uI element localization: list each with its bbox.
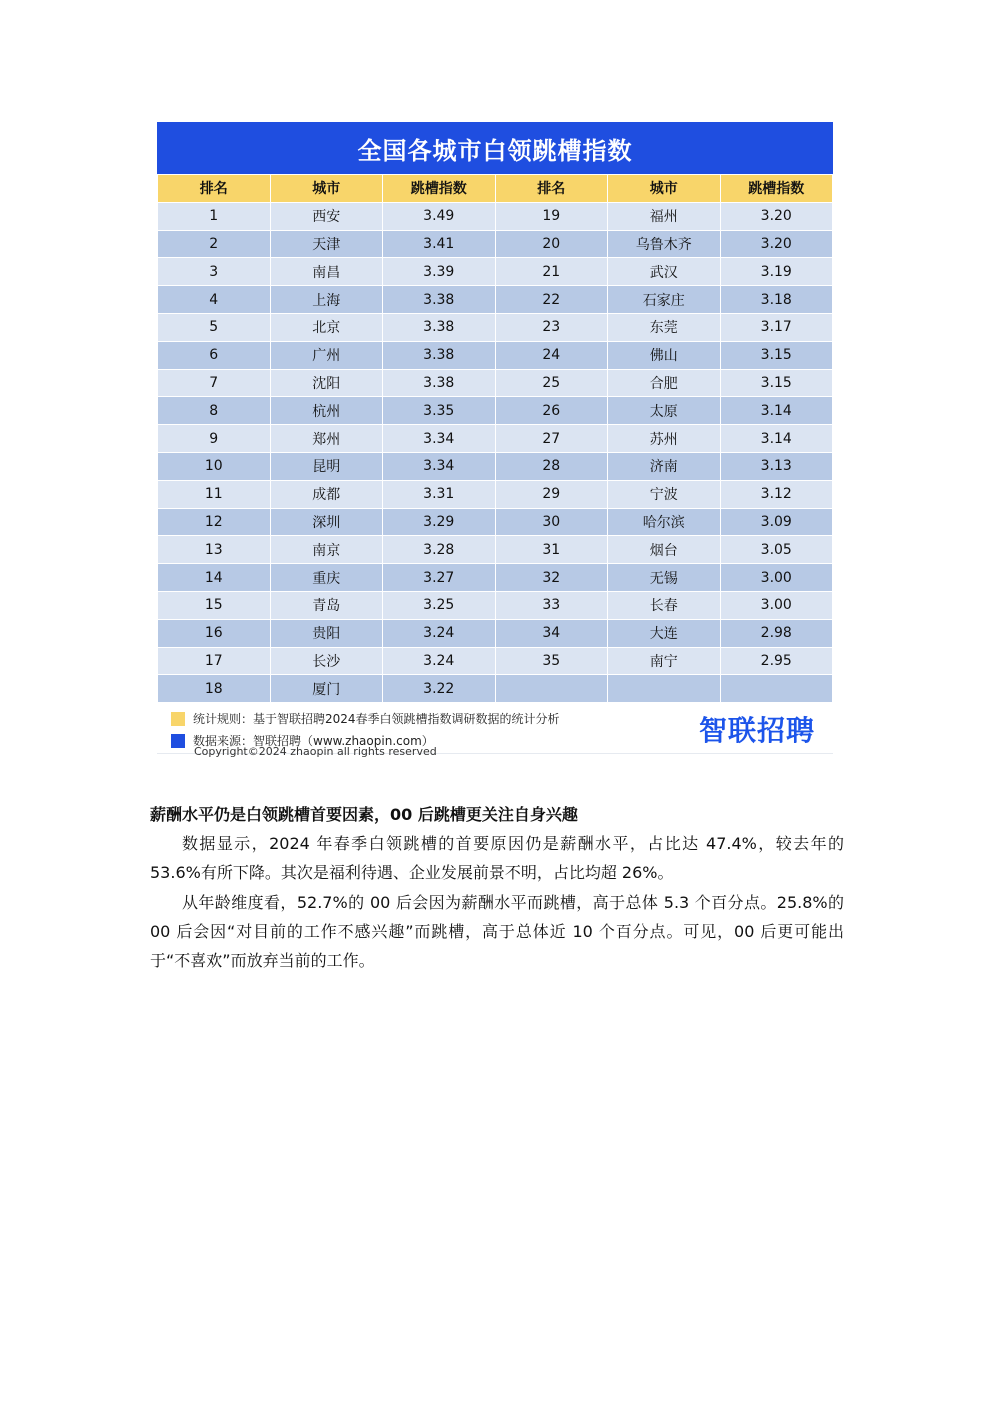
cell-rank-left: 9 (158, 425, 271, 453)
cell-rank-right: 24 (495, 341, 608, 369)
cell-rank-right: 29 (495, 480, 608, 508)
cell-index-right: 3.17 (720, 313, 833, 341)
table-row (158, 619, 833, 647)
table-body (158, 202, 833, 702)
cell-rank-left: 11 (158, 480, 271, 508)
cell-city-left: 南京 (270, 536, 383, 564)
cell-index-right: 3.15 (720, 369, 833, 397)
cell-rank-left: 16 (158, 619, 271, 647)
table-row (158, 536, 833, 564)
cell-index-left: 3.28 (383, 536, 496, 564)
cell-rank-right: 20 (495, 230, 608, 258)
cell-rank-right (495, 675, 608, 703)
cell-index-right: 3.20 (720, 202, 833, 230)
cell-index-left: 3.31 (383, 480, 496, 508)
cell-city-left: 成都 (270, 480, 383, 508)
section-heading: 薪酬水平仍是白领跳槽首要因素，00 后跳槽更关注自身兴趣 (150, 805, 578, 824)
header-index-left: 跳槽指数 (383, 175, 496, 203)
legend-item-rules (171, 710, 560, 727)
cell-index-right: 3.20 (720, 230, 833, 258)
cell-index-left: 3.24 (383, 619, 496, 647)
cell-rank-left: 4 (158, 286, 271, 314)
legend-text-source: 数据来源：智联招聘（www.zhaopin.com） (193, 734, 434, 749)
cell-rank-left: 7 (158, 369, 271, 397)
legend-text-rules: 统计规则：基于智联招聘2024春季白领跳槽指数调研数据的统计分析 (193, 712, 560, 727)
cell-rank-left: 10 (158, 452, 271, 480)
cell-rank-left: 15 (158, 591, 271, 619)
cell-city-right: 宁波 (608, 480, 721, 508)
cell-rank-right: 22 (495, 286, 608, 314)
cell-rank-right: 33 (495, 591, 608, 619)
header-city-right: 城市 (608, 175, 721, 203)
cell-index-right: 3.00 (720, 564, 833, 592)
cell-city-left: 长沙 (270, 647, 383, 675)
cell-rank-left: 3 (158, 258, 271, 286)
cell-city-right: 长春 (608, 591, 721, 619)
cell-index-left: 3.38 (383, 286, 496, 314)
cell-city-right (608, 675, 721, 703)
cell-rank-left: 18 (158, 675, 271, 703)
cell-city-left: 西安 (270, 202, 383, 230)
cell-rank-right: 32 (495, 564, 608, 592)
cell-rank-right: 27 (495, 425, 608, 453)
cell-index-left: 3.38 (383, 369, 496, 397)
legend-swatch-yellow (171, 712, 185, 726)
cell-city-right: 无锡 (608, 564, 721, 592)
header-rank-left: 排名 (158, 175, 271, 203)
cell-city-left: 沈阳 (270, 369, 383, 397)
cell-city-right: 济南 (608, 452, 721, 480)
cell-city-left: 广州 (270, 341, 383, 369)
legend-swatch-blue (171, 734, 185, 748)
cell-city-right: 石家庄 (608, 286, 721, 314)
cell-index-left: 3.35 (383, 397, 496, 425)
cell-rank-right: 31 (495, 536, 608, 564)
cell-city-right: 烟台 (608, 536, 721, 564)
table-row (158, 452, 833, 480)
cell-index-right: 3.09 (720, 508, 833, 536)
cell-city-right: 乌鲁木齐 (608, 230, 721, 258)
cell-city-right: 苏州 (608, 425, 721, 453)
ranking-table (157, 174, 833, 703)
cell-city-left: 深圳 (270, 508, 383, 536)
cell-index-right: 3.12 (720, 480, 833, 508)
cell-index-right: 3.05 (720, 536, 833, 564)
table-row (158, 313, 833, 341)
header-rank-right: 排名 (495, 175, 608, 203)
header-index-right: 跳槽指数 (720, 175, 833, 203)
cell-rank-right: 25 (495, 369, 608, 397)
cell-city-right: 福州 (608, 202, 721, 230)
cell-index-left: 3.24 (383, 647, 496, 675)
paragraph-1: 数据显示，2024 年春季白领跳槽的首要原因仍是薪酬水平，占比达 47.4%，较去年的 53.6%有所下降。其次是福利待遇、企业发展前景不明，占比均超 26%。 (150, 834, 844, 882)
cell-rank-left: 8 (158, 397, 271, 425)
cell-index-right: 3.13 (720, 452, 833, 480)
cell-rank-left: 6 (158, 341, 271, 369)
cell-index-left: 3.29 (383, 508, 496, 536)
cell-city-right: 武汉 (608, 258, 721, 286)
table-header-row (158, 175, 833, 203)
copyright-note: Copyright©2024 zhaopin all rights reserved (194, 745, 437, 758)
table-row (158, 202, 833, 230)
cell-rank-right: 30 (495, 508, 608, 536)
cell-rank-right: 28 (495, 452, 608, 480)
cell-rank-left: 17 (158, 647, 271, 675)
cell-city-left: 重庆 (270, 564, 383, 592)
cell-index-left: 3.34 (383, 452, 496, 480)
cell-index-left: 3.27 (383, 564, 496, 592)
zhaopin-logo: 智联招聘 (698, 714, 815, 748)
cell-rank-left: 2 (158, 230, 271, 258)
table-row (158, 425, 833, 453)
table-row (158, 397, 833, 425)
cell-index-left: 3.38 (383, 313, 496, 341)
table-row (158, 341, 833, 369)
table-row (158, 508, 833, 536)
table-row (158, 230, 833, 258)
cell-index-right: 2.98 (720, 619, 833, 647)
cell-rank-right: 34 (495, 619, 608, 647)
cell-index-right: 3.19 (720, 258, 833, 286)
cell-rank-left: 12 (158, 508, 271, 536)
cell-index-right (720, 675, 833, 703)
cell-rank-right: 21 (495, 258, 608, 286)
cell-rank-left: 5 (158, 313, 271, 341)
cell-city-left: 厦门 (270, 675, 383, 703)
cell-city-right: 南宁 (608, 647, 721, 675)
cell-city-right: 大连 (608, 619, 721, 647)
table-row (158, 675, 833, 703)
cell-index-left: 3.25 (383, 591, 496, 619)
cell-rank-left: 14 (158, 564, 271, 592)
table-row (158, 480, 833, 508)
cell-city-left: 南昌 (270, 258, 383, 286)
cell-city-right: 合肥 (608, 369, 721, 397)
cell-city-left: 贵阳 (270, 619, 383, 647)
cell-index-right: 3.18 (720, 286, 833, 314)
cell-rank-left: 13 (158, 536, 271, 564)
cell-city-right: 太原 (608, 397, 721, 425)
cell-index-right: 3.15 (720, 341, 833, 369)
table-row (158, 647, 833, 675)
cell-index-left: 3.39 (383, 258, 496, 286)
cell-rank-right: 23 (495, 313, 608, 341)
cell-city-left: 郑州 (270, 425, 383, 453)
cell-index-left: 3.22 (383, 675, 496, 703)
cell-city-right: 东莞 (608, 313, 721, 341)
table-row (158, 564, 833, 592)
cell-city-left: 青岛 (270, 591, 383, 619)
cell-city-right: 佛山 (608, 341, 721, 369)
cell-index-right: 3.00 (720, 591, 833, 619)
paragraph-2: 从年龄维度看，52.7%的 00 后会因为薪酬水平而跳槽，高于总体 5.3 个百分点。25.8%的 00 后会因“对目前的工作不感兴趣”而跳槽，高于总体近 10 个百分点。可见，00 后更可能出于“不喜欢”而放弃当前的工作。 (150, 893, 844, 970)
cell-city-left: 杭州 (270, 397, 383, 425)
cell-city-left: 上海 (270, 286, 383, 314)
cell-city-left: 北京 (270, 313, 383, 341)
cell-rank-right: 35 (495, 647, 608, 675)
cell-rank-right: 19 (495, 202, 608, 230)
table-row (158, 591, 833, 619)
header-city-left: 城市 (270, 175, 383, 203)
table-row (158, 369, 833, 397)
cell-index-left: 3.34 (383, 425, 496, 453)
cell-index-right: 3.14 (720, 397, 833, 425)
cell-index-left: 3.41 (383, 230, 496, 258)
cell-city-right: 哈尔滨 (608, 508, 721, 536)
table-row (158, 286, 833, 314)
cell-index-right: 2.95 (720, 647, 833, 675)
cell-index-left: 3.38 (383, 341, 496, 369)
cell-index-right: 3.14 (720, 425, 833, 453)
figure-title: 全国各城市白领跳槽指数 (157, 122, 833, 174)
cell-rank-right: 26 (495, 397, 608, 425)
cell-city-left: 昆明 (270, 452, 383, 480)
city-job-hopping-figure (157, 122, 833, 754)
table-row (158, 258, 833, 286)
cell-index-left: 3.49 (383, 202, 496, 230)
cell-rank-left: 1 (158, 202, 271, 230)
cell-city-left: 天津 (270, 230, 383, 258)
